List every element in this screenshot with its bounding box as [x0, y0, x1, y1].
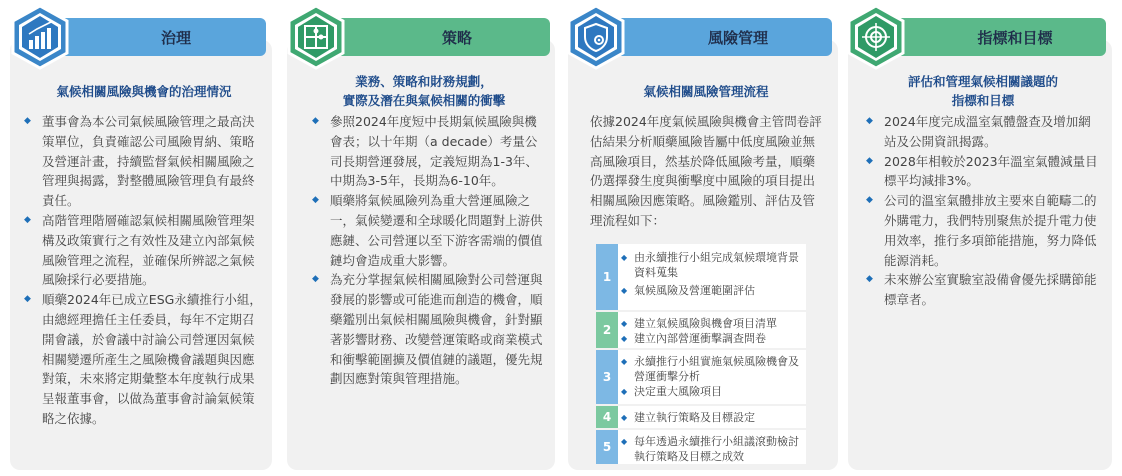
process-step — [596, 430, 806, 464]
list-item: ◆ 順藥將氣候風險列為重大營運風險之一，氣候變遷和全球暖化問題對上游供應鏈、公司營運以至下游客需端的價值鏈均會造成重大影響。 — [312, 191, 548, 270]
metrics-targets-title: 指標和目標 — [977, 28, 1053, 47]
list-item: ◆ 2024年度完成溫室氣體盤查及增加網站及公開資訊揭露。 — [866, 112, 1100, 152]
step-item: ◆ 由永續推行小組完成氣候環境背景資料蒐集 — [634, 250, 802, 280]
list-item: ◆ 董事會為本公司氣候風險管理之最高決策單位，負責確認公司風險胃納、策略及營運計畫，持續監督氣候相關風險之管理與揭露，對整體風險管理負有最終責任。 — [24, 112, 266, 211]
puzzle-icon — [286, 4, 346, 70]
shield-gear-icon — [566, 4, 626, 70]
step-item: ◆ 每年透過永續推行小組議滾動檢討執行策略及目標之成效 — [634, 434, 802, 464]
process-step — [596, 350, 806, 404]
bar-chart-icon — [10, 4, 70, 70]
step-item: ◆ 氣候風險及營運範圍評估 — [634, 283, 802, 298]
step-number: 1 — [596, 244, 618, 310]
process-step — [596, 312, 806, 348]
step-number: 5 — [596, 430, 618, 464]
strategy-title: 策略 — [441, 28, 472, 47]
step-item: ◆ 建立執行策略及目標設定 — [634, 410, 802, 425]
process-step — [596, 244, 806, 310]
metrics-targets-header — [878, 18, 1106, 56]
list-item: ◆ 高階管理階層確認氣候相關風險管理架構及政策實行之有效性及建立內部氣候風險管理之流程，並確保所辨認之氣候風險採行必要措施。 — [24, 211, 266, 290]
list-item: ◆ 參照2024年度短中長期氣候風險與機會表；以十年期（a decade）考量公司長期營運發展，定義短期為1-3年、中期為3-5年，長期為6-10年。 — [312, 112, 548, 191]
step-number: 3 — [596, 350, 618, 404]
step-number: 2 — [596, 312, 618, 348]
process-step — [596, 406, 806, 428]
governance-header — [40, 18, 266, 56]
governance-subtitle: 氣候相關風險與機會的治理情況 — [56, 84, 232, 99]
target-icon — [846, 4, 906, 70]
governance-title: 治理 — [160, 28, 191, 47]
risk-management-subtitle: 氣候相關風險管理流程 — [643, 84, 769, 99]
metrics-targets-subtitle: 評估和管理氣候相關議題的 指標和目標 — [907, 74, 1058, 108]
strategy-header — [318, 18, 550, 56]
risk-management-paragraph: 依據2024年度氣候風險與機會主管問卷評估結果分析順藥風險皆屬中低度風險並無高風險項目，然基於降低風險考量，順藥仍選擇發生度與衝擊度中風險的項目提出相關風險因應策略。風險鑑別、評估及管理流程如下： — [590, 114, 822, 228]
strategy-bullets — [312, 112, 548, 389]
risk-management-header — [598, 18, 832, 56]
step-item: ◆ 決定重大風險項目 — [634, 384, 802, 399]
strategy-subtitle: 業務、策略和財務規劃， 實際及潛在與氣候相關的衝擊 — [342, 74, 506, 108]
metrics-targets-bullets — [866, 112, 1100, 310]
step-item: ◆ 建立氣候風險與機會項目清單 — [634, 316, 802, 331]
risk-management-title: 風險管理 — [707, 28, 768, 47]
list-item: ◆ 順藥2024年已成立ESG永續推行小組，由總經理擔任主任委員，每年不定期召開會議，於會議中討論公司營運因氣候相關變遷所產生之風險機會議題與因應對策，未來將定期彙整本年度執行成果呈報董事會，以做為董事會討論氣候策略之依據。 — [24, 290, 266, 429]
step-item: ◆ 建立內部營運衝擊調查問卷 — [634, 331, 802, 346]
list-item: ◆ 2028年相較於2023年溫室氣體減量目標平均減排3%。 — [866, 152, 1100, 192]
list-item: ◆ 未來辦公室實驗室設備會優先採購節能標章者。 — [866, 270, 1100, 310]
list-item: ◆ 為充分掌握氣候相關風險對公司營運與發展的影響或可能進而創造的機會，順藥鑑別出氣候相關風險與機會，針對顯著影響財務、改變營運策略或商業模式和衝擊範圍擴及價值鏈的議題，優先規劃因應對策與管理措施。 — [312, 270, 548, 389]
risk-process-steps — [596, 244, 806, 464]
step-number: 4 — [596, 406, 618, 428]
list-item: ◆ 公司的溫室氣體排放主要來自範疇二的外購電力，我們特別聚焦於提升電力使用效率，推行多項節能措施，努力降低能源消耗。 — [866, 191, 1100, 270]
step-item: ◆ 永續推行小組實施氣候風險機會及營運衝擊分析 — [634, 354, 802, 384]
governance-bullets — [24, 112, 266, 429]
